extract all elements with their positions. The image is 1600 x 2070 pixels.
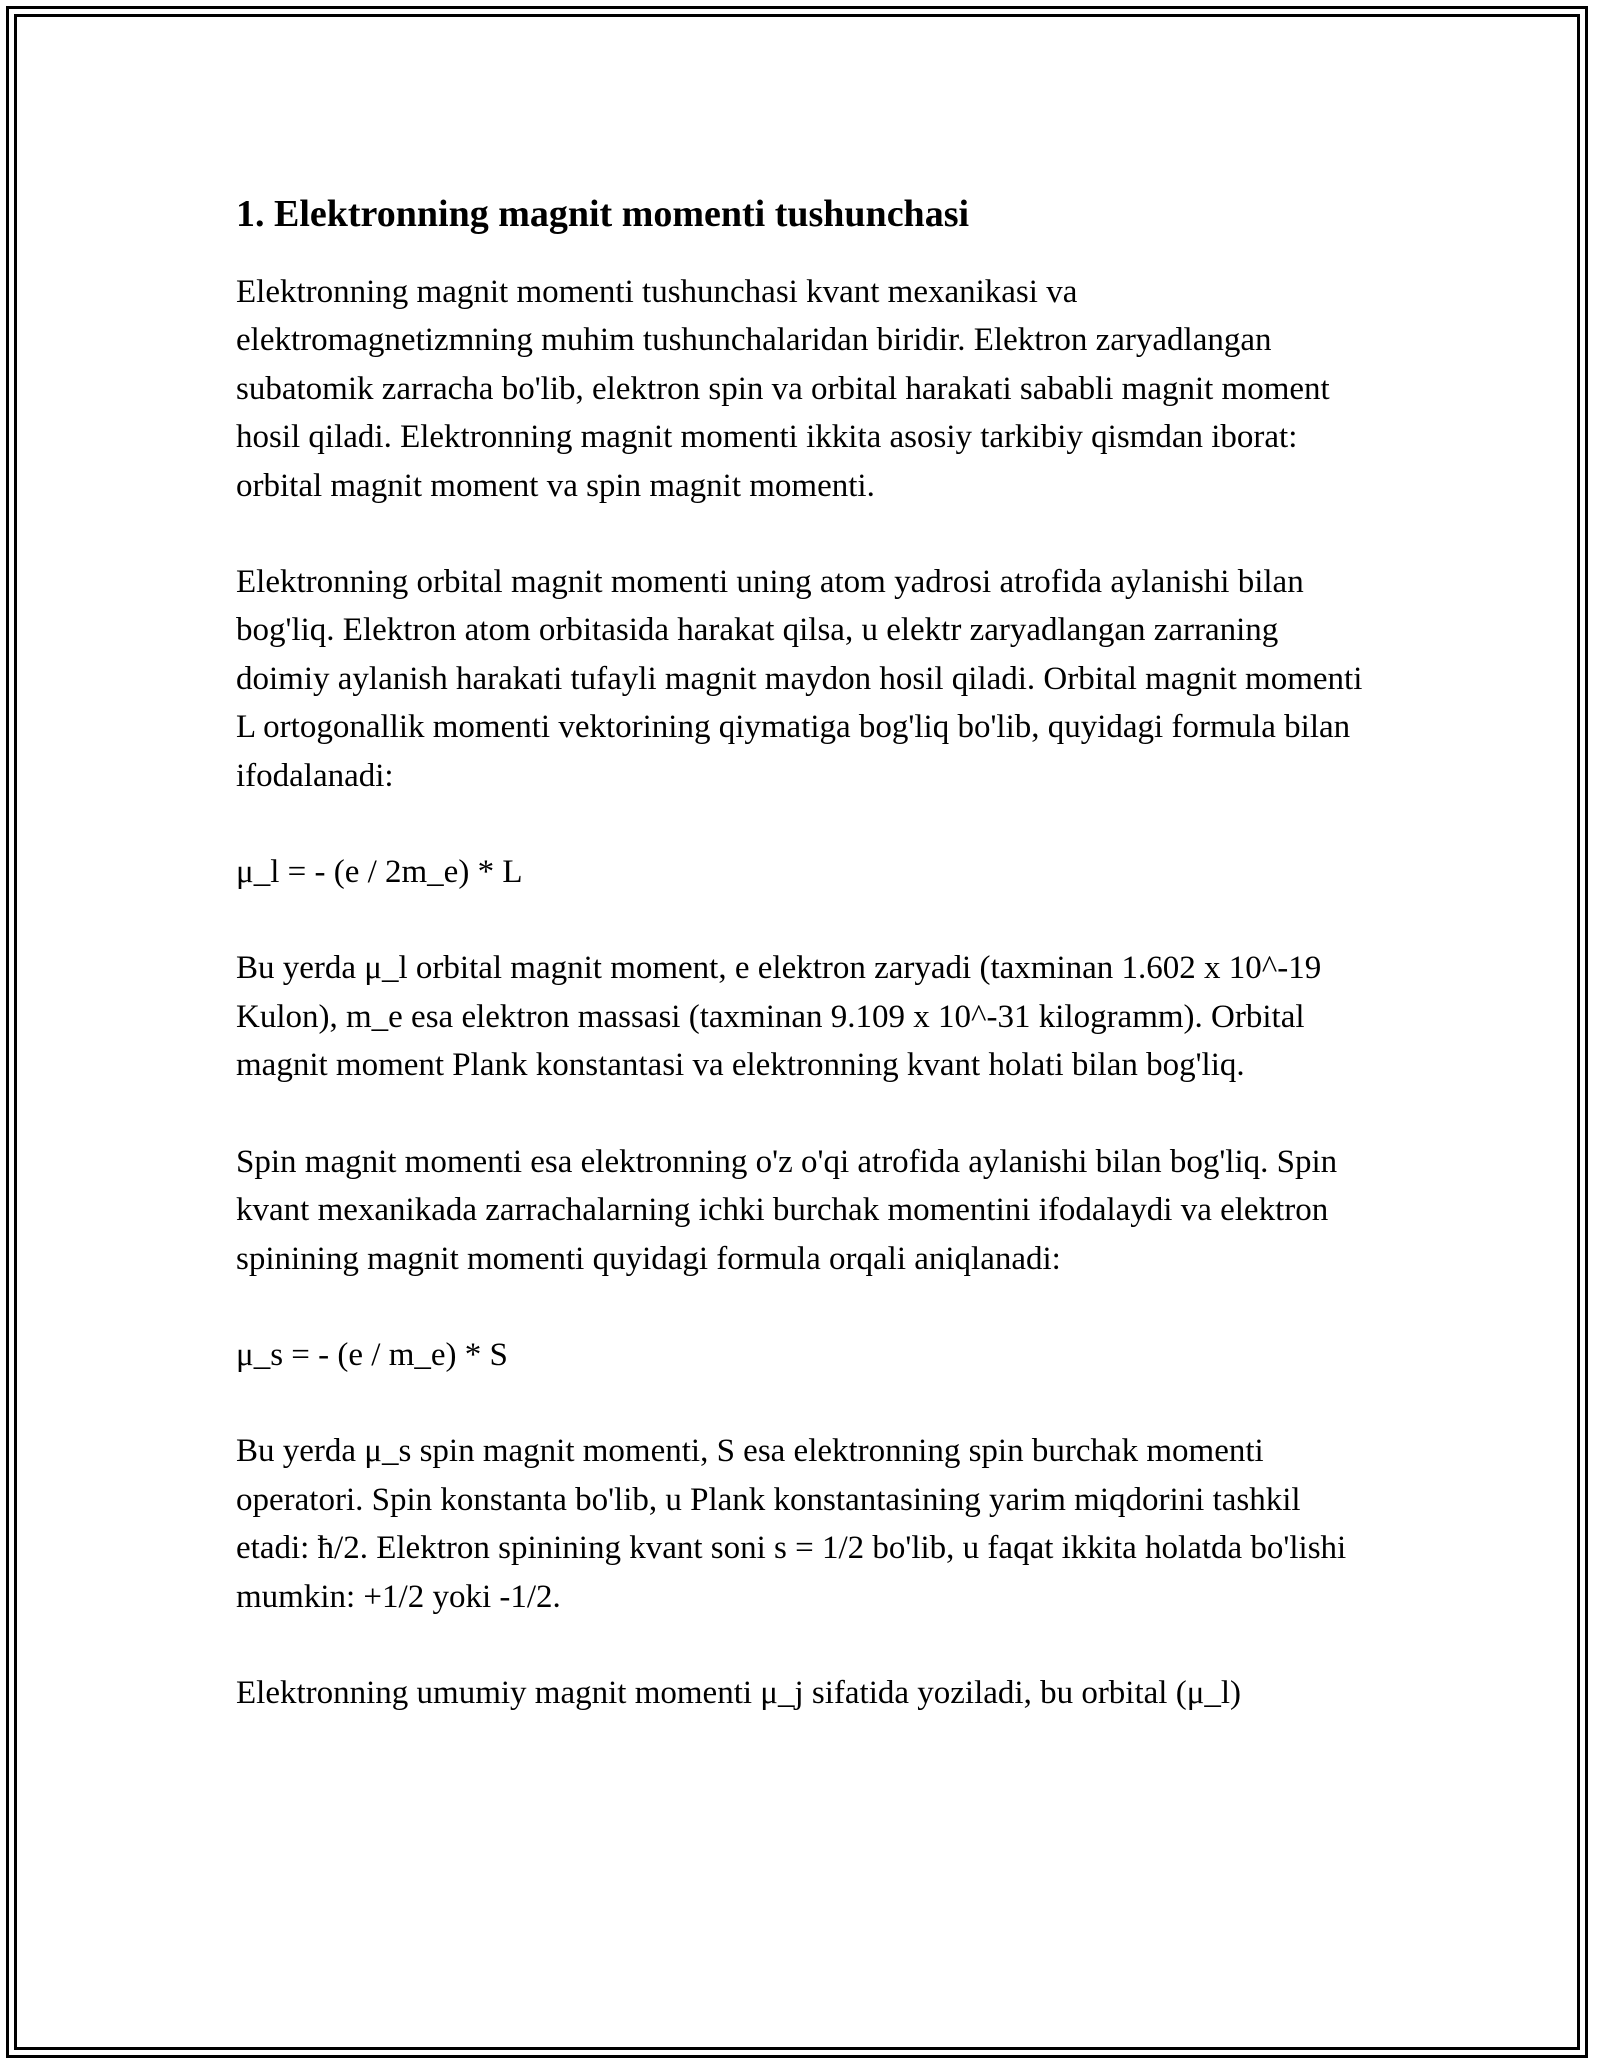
- document-page: [236, 188, 1376, 1765]
- paragraph-orbital-explanation: Bu yerda μ_l orbital magnit moment, e elektron zaryadi (taxminan 1.602 x 10^-19 Kulon), m_e esa elektron massasi (taxminan 9.109 x 10^-31 kilogramm). Orbital magnit moment Plank konstantasi va elektronning kvant holati bilan bog'liq.: [236, 950, 1322, 1084]
- paragraph-spin: Spin magnit momenti esa elektronning o'z o'qi atrofida aylanishi bilan bog'liq. Spin kvant mexanikada zarrachalarning ichki burchak momentini ifodalaydi va elektron spinining magnit momenti quyidagi formula orqali aniqlanadi:: [236, 1143, 1338, 1277]
- paragraph-spin-explanation: Bu yerda μ_s spin magnit momenti, S esa elektronning spin burchak momenti operatori. Spin konstanta bo'lib, u Plank konstantasining yarim miqdorini tashkil etadi: ħ/2. Elektron spinining kvant soni s = 1/2 bo'lib, u faqat ikkita holatda bo'lishi mumkin: +1/2 yoki -1/2.: [236, 1433, 1347, 1615]
- paragraph-intro: Elektronning magnit momenti tushunchasi kvant mexanikasi va elektromagnetizmning muhim tushunchalaridan biridir. Elektron zaryadlangan subatomik zarracha bo'lib, elektron spin va orbital harakati sababli magnit moment hosil qiladi. Elektronning magnit momenti ikkita asosiy tarkibiy qismdan iborat: orbital magnit moment va spin magnit momenti.: [236, 274, 1330, 504]
- paragraph-orbital: Elektronning orbital magnit momenti uning atom yadrosi atrofida aylanishi bilan bog'liq. Elektron atom orbitasida harakat qilsa, u elektr zaryadlangan zarraning doimiy aylanish harakati tufayli magnit maydon hosil qiladi. Orbital magnit momenti L ortogonallik momenti vektorining qiymatiga bog'liq bo'lib, quyidagi formula bilan ifodalanadi:: [236, 564, 1363, 794]
- formula-spin-moment: μ_s = - (e / m_e) * S: [236, 1336, 508, 1373]
- paragraph-total-moment: Elektronning umumiy magnit momenti μ_j sifatida yoziladi, bu orbital (μ_l): [236, 1674, 1242, 1711]
- section-title: 1. Elektronning magnit momenti tushunchasi: [236, 193, 970, 235]
- formula-orbital-moment: μ_l = - (e / 2m_e) * L: [236, 854, 523, 891]
